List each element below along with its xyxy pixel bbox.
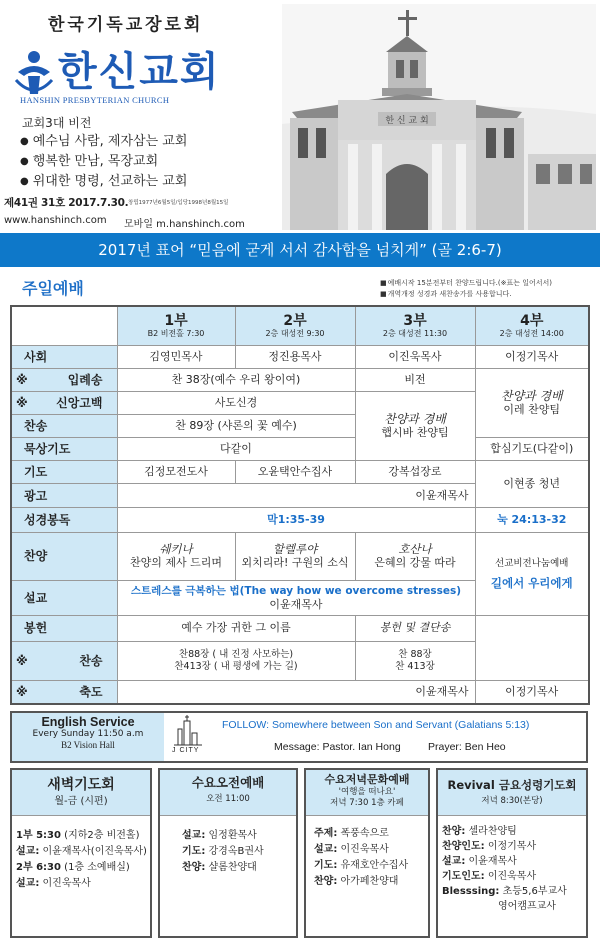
box-subtitle: 월-금 (시편)	[54, 796, 108, 807]
english-service-info	[12, 713, 164, 761]
box-body	[12, 816, 150, 892]
cell: 오윤택안수집사	[235, 461, 355, 484]
row-label: 기도	[11, 461, 117, 484]
list-item: 설교: 이윤재목사(이진욱목사)	[16, 846, 147, 857]
row-label: 광고	[11, 484, 117, 507]
service-4-header: 4부 2층 대성전 14:00	[475, 306, 589, 346]
list-item: 설교: 이진욱목사	[16, 878, 91, 889]
list-item: 찬양: 아가페찬양대	[314, 876, 399, 887]
cell: 찬 89장 (샤론의 꽃 예수)	[117, 415, 355, 438]
box-title: 수요저녁문화예배	[324, 773, 410, 786]
service-3-header: 3부 2층 대성전 11:30	[355, 306, 475, 346]
cell: 김정모전도사	[117, 461, 235, 484]
table-row	[11, 369, 589, 392]
table-row	[11, 681, 589, 704]
scripture-cell: 막1:35-39	[117, 507, 475, 532]
service-2-header: 2부 2층 대성전 9:30	[235, 306, 355, 346]
mobile-link[interactable]: 모바일 m.hanshinch.com	[124, 219, 245, 230]
cell: 이정기목사	[475, 681, 589, 704]
box-title: 새벽기도회	[47, 777, 115, 793]
table-row	[11, 532, 589, 580]
cell: 이윤재목사	[117, 484, 475, 507]
cell: 선교비전나눔예배 길에서 우리에게	[475, 532, 589, 616]
box-subtitle: '여행을 떠나요'	[338, 787, 396, 797]
box-header	[160, 770, 296, 816]
worship-order-table	[10, 305, 590, 705]
row-label: 묵상기도	[11, 438, 117, 461]
box-header	[12, 770, 150, 816]
row-label: 봉헌	[11, 616, 117, 641]
list-item: 기도인도: 이진욱목사	[442, 871, 537, 882]
church-name-english: HANSHIN PRESBYTERIAN CHURCH	[20, 95, 170, 105]
building-sign: 한 신 교 회	[385, 116, 429, 126]
english-service-title: English Service	[41, 715, 135, 729]
list-item: 영어캠프교사	[498, 901, 556, 912]
box-header	[306, 770, 428, 816]
list-item: 기도: 강경옥B권사	[182, 846, 264, 857]
header-corner	[11, 306, 117, 346]
note-item: ■ 개역개정 성경과 새찬송가를 사용합니다.	[380, 290, 511, 298]
vision-item: ● 위대한 명령, 선교하는 교회	[20, 172, 187, 192]
list-item: 설교: 이윤재목사	[442, 856, 517, 867]
list-item: 주제: 폭풍속으로	[314, 828, 389, 839]
row-label: ※ 찬송	[11, 641, 117, 681]
scripture-cell: 눅 24:13-32	[475, 507, 589, 532]
cell: 사도신경	[117, 392, 355, 415]
box-subtitle: 저녁 7:30 1층 카페	[330, 798, 404, 808]
row-label: 설교	[11, 580, 117, 616]
cell: 쉐키나 찬양의 제사 드리며	[117, 532, 235, 580]
box-title: 수요오전예배	[191, 775, 265, 790]
box-body	[438, 816, 586, 914]
wednesday-evening-box	[304, 768, 430, 938]
row-label: 사회	[11, 346, 117, 369]
english-service-panel	[10, 711, 588, 763]
friday-prayer-box	[436, 768, 588, 938]
list-item: 설교: 임정환목사	[182, 830, 257, 841]
cell: 할렐루야 외치리라! 구원의 소식	[235, 532, 355, 580]
english-sermon-title: FOLLOW: Somewhere between Son and Servant (Galatians 5:13)	[222, 719, 530, 731]
cell: 찬 38장(예수 우리 왕이여)	[117, 369, 355, 392]
sermon-cell: 스트레스를 극복하는 법(The way how we overcome stresses) 이윤재목사	[117, 580, 475, 616]
vision-item: ● 행복한 만남, 목장교회	[20, 152, 187, 172]
row-label: 찬송	[11, 415, 117, 438]
box-subtitle: 저녁 8:30(본당)	[481, 796, 543, 806]
box-subtitle: 오전 11:00	[206, 794, 250, 804]
year-motto-banner: 2017년 표어 “믿음에 굳게 서서 감사함을 넘치게” (골 2:6-7)	[0, 233, 600, 267]
cell: 찬양과 경배 이레 찬양팀	[475, 369, 589, 438]
cell: 예수 가장 귀한 그 이름	[117, 616, 355, 641]
note-item: ■ 예배시작 15분전부터 찬양드립니다.(※표는 일어서서)	[380, 279, 552, 287]
row-label: ※ 축도	[11, 681, 117, 704]
box-body	[160, 816, 296, 876]
cell: 봉헌 및 결단송	[355, 616, 475, 641]
list-item: 1부 5:30 (지하2층 비전홀)	[16, 830, 140, 841]
website-link[interactable]: www.hanshinch.com	[4, 215, 107, 226]
list-item: 기도: 유재호안수집사	[314, 860, 409, 871]
church-building-image	[282, 4, 596, 230]
list-item: 2부 6:30 (1층 소예배실)	[16, 862, 130, 873]
table-row	[11, 507, 589, 532]
row-label: ※ 신앙고백	[11, 392, 117, 415]
cell: 다같이	[117, 438, 355, 461]
denomination-title: 한국기독교장로회	[48, 15, 204, 35]
bulletin-header	[0, 0, 600, 232]
list-item: 찬양인도: 이정기목사	[442, 841, 537, 852]
cell: 찬양과 경배 햅시바 찬양팀	[355, 392, 475, 461]
service-1-header: 1부 B2 비전홀 7:30	[117, 306, 235, 346]
cell: 김영민목사	[117, 346, 235, 369]
cell: 합심기도(다같이)	[475, 438, 589, 461]
vision-list	[20, 132, 187, 192]
list-item: Blesssing: 초등5,6부교사	[442, 886, 567, 897]
table-row	[11, 461, 589, 484]
list-item: 찬양: 셀라찬양팀	[442, 826, 517, 837]
cell: 이현종 청년	[475, 461, 589, 507]
wednesday-morning-box	[158, 768, 298, 938]
church-name: 한신교회	[58, 50, 221, 94]
row-label: 성경봉독	[11, 507, 117, 532]
cell	[475, 616, 589, 681]
j-city-text: J CITY	[172, 747, 200, 754]
table-row	[11, 438, 589, 461]
founding-date: 창립1977년6월5일/입당1998년8월15일	[128, 200, 229, 206]
cell: 정진용목사	[235, 346, 355, 369]
cell: 호산나 은혜의 강물 따라	[355, 532, 475, 580]
vision-item: ● 예수님 사람, 제자삼는 교회	[20, 132, 187, 152]
sunday-worship-title: 주일예배	[22, 279, 84, 298]
english-service-place: B2 Vision Hall	[61, 740, 115, 750]
cell: 이윤재목사	[117, 681, 475, 704]
table-row	[11, 346, 589, 369]
box-title: Revival 금요성령기도회	[447, 778, 577, 792]
list-item: 찬양: 샬롬찬양대	[182, 862, 257, 873]
cell: 강복섭장로	[355, 461, 475, 484]
worship-notes	[380, 278, 552, 300]
cell: 찬88장 ( 내 진정 사모하는) 찬413장 ( 내 평생에 가는 길)	[117, 641, 355, 681]
cell: 비전	[355, 369, 475, 392]
cell: 이정기목사	[475, 346, 589, 369]
dawn-prayer-box	[10, 768, 152, 938]
english-message: Message: Pastor. Ian Hong	[274, 741, 401, 753]
cell: 찬 88장 찬 413장	[355, 641, 475, 681]
box-body	[306, 816, 428, 890]
row-label: 찬양	[11, 532, 117, 580]
vision-title: 교회3대 비전	[22, 116, 92, 130]
box-header	[438, 770, 586, 816]
table-row	[11, 616, 589, 641]
row-label: ※ 입례송	[11, 369, 117, 392]
cell: 이진욱목사	[355, 346, 475, 369]
table-header-row	[11, 306, 589, 346]
english-prayer: Prayer: Ben Heo	[428, 741, 506, 753]
issue-number: 제41권 31호 2017.7.30.	[4, 197, 129, 209]
church-logo-icon	[14, 50, 54, 96]
english-service-time: Every Sunday 11:50 a.m	[32, 729, 144, 739]
list-item: 설교: 이진욱목사	[314, 844, 389, 855]
